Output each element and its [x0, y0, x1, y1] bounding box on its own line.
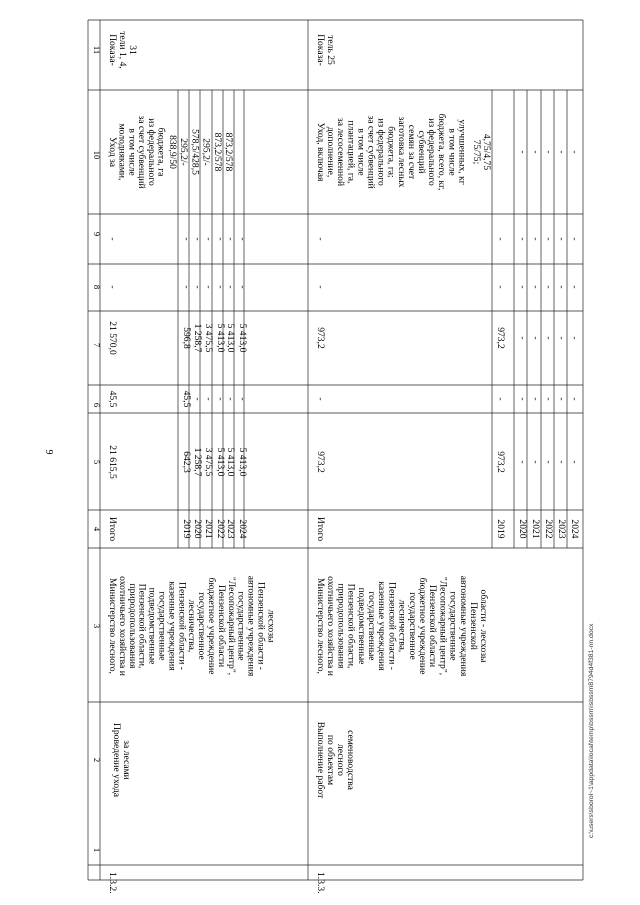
cell-text: Выполнение работ: [315, 721, 326, 799]
cell-text: 873,2/578: [223, 132, 234, 172]
cell-text: автономные учреждения: [245, 575, 257, 677]
cell-text: семян за счет: [405, 124, 417, 180]
cell-text: 2022: [543, 519, 554, 539]
indicator-cell: [315, 114, 467, 191]
cell-text: -: [203, 397, 214, 401]
cell-text: государственные: [235, 591, 247, 661]
cell-text: лесного: [335, 744, 346, 776]
cell-text: Уход, включая: [315, 122, 326, 182]
cell-text: 2024: [569, 519, 580, 539]
page-number: 9: [43, 449, 54, 455]
cell-text: -: [543, 237, 554, 241]
cell-text: Пензенской: [468, 602, 479, 650]
cell-text: по объектам: [325, 734, 336, 786]
row-number: 1.3.3.: [315, 872, 326, 894]
cell-text: 2022: [215, 519, 226, 539]
indicator-values-cell: [471, 134, 580, 170]
cell-text: 75/75;: [471, 139, 482, 165]
cell-text: -: [569, 460, 580, 464]
cell-text: Показа-: [107, 34, 118, 66]
cell-text: 578,5/428,5: [189, 129, 201, 175]
amount-regional-cell: [315, 327, 580, 349]
cell-text: -: [215, 285, 226, 289]
cell-text: -: [495, 397, 506, 401]
cell-text: Показа-: [315, 34, 326, 66]
cell-text: 873,2/578: [211, 132, 223, 172]
cell-text: -: [215, 397, 226, 401]
years-cell: [107, 517, 248, 541]
cell-text: государственные: [447, 591, 459, 661]
amount-federal-cell: [315, 397, 580, 400]
cell-text: -: [556, 397, 567, 401]
cell-text: Пензенской области,: [345, 583, 357, 669]
cell-text: 45,5: [181, 390, 192, 408]
cell-text: -: [556, 460, 567, 464]
cell-text: -: [215, 237, 226, 241]
header-col-2: 2: [92, 757, 102, 763]
cell-text: -: [530, 336, 541, 340]
cell-text: улучшенных, кг: [456, 119, 468, 185]
cell-text: 295,2/-: [178, 138, 190, 166]
cell-text: -: [530, 285, 541, 289]
cell-text: 2021: [530, 519, 541, 539]
cell-text: -: [495, 237, 506, 241]
cell-text: молодняками,: [116, 123, 128, 181]
cell-text: -: [181, 237, 192, 241]
cell-text: Итого: [315, 516, 326, 542]
cell-text: 3 475,5: [203, 447, 214, 477]
cell-text: -: [530, 460, 541, 464]
cell-text: -: [543, 336, 554, 340]
cell-text: Итого: [107, 516, 118, 542]
cell-text: Пензенской области -: [255, 582, 267, 670]
cell-text: 2021: [203, 519, 214, 539]
cell-text: государственные: [156, 591, 168, 661]
footer-file-path: c:\users\sborol~1\appdata\local\temp\bssm\isbssm8794d4f381-nn.docx: [588, 623, 595, 838]
table-row-1-3-2: [107, 31, 276, 893]
cell-text: 295,2/-: [200, 138, 212, 166]
cell-text: -: [556, 237, 567, 241]
cell-text: -: [517, 336, 528, 340]
cell-text: 2019: [495, 519, 506, 539]
activity-line: за лесами: [121, 740, 132, 780]
cell-text: -: [225, 237, 236, 241]
cell-text: 5 413,0: [237, 323, 248, 353]
amount-other-cell: [107, 237, 248, 240]
amount-local-cell: [315, 285, 580, 288]
cell-text: подведомственные: [355, 587, 367, 665]
cell-text: бюджетное учреждение: [417, 577, 428, 675]
cell-text: казенные учреждения: [376, 581, 388, 671]
cell-text: области - лесхозы: [478, 589, 490, 663]
cell-text: в том числе: [446, 128, 458, 176]
cell-text: "Лесопожарный центр",: [437, 576, 449, 676]
cell-text: тели 1, 4,: [117, 31, 128, 69]
cell-text: -: [530, 237, 541, 241]
cell-text: казенные учреждения: [166, 581, 178, 671]
cell-text: Пензенской области: [215, 584, 227, 668]
amount-other-cell: [315, 237, 580, 240]
cell-text: субвенций: [416, 130, 427, 174]
cell-text: 838,9/50: [167, 135, 178, 169]
amount-regional-cell: [107, 321, 248, 355]
cell-text: охотничьего хозяйства и: [116, 576, 128, 676]
cell-text: -: [517, 460, 528, 464]
cell-text: -: [203, 237, 214, 241]
cell-text: -: [192, 397, 203, 401]
cell-text: природопользования: [335, 583, 347, 669]
cell-text: -: [315, 397, 326, 401]
header-col-11: 11: [92, 45, 102, 55]
cell-text: лесхозы: [265, 609, 277, 643]
cell-text: "Лесопожарный центр",: [225, 576, 237, 676]
table-row-1-3-3: [315, 34, 580, 893]
amount-federal-cell: [107, 391, 248, 408]
cell-text: 45,5: [107, 390, 118, 408]
cell-text: Пензенской области: [427, 584, 439, 668]
header-col-8: 8: [92, 284, 102, 290]
cell-text: 4,75/4,75: [481, 133, 492, 171]
cell-text: -: [237, 237, 248, 241]
cell-text: 973,2: [495, 451, 506, 473]
cell-text: 5 413,0: [215, 323, 226, 353]
header-col-6: 6: [92, 402, 102, 408]
cell-text: плантацией, га,: [345, 120, 357, 184]
cell-text: охотничьего хозяйства и: [325, 576, 337, 676]
cell-text: 5 413,0: [237, 447, 248, 477]
executor-cell: [107, 576, 276, 677]
cell-text: бюджетное учреждение: [206, 577, 217, 675]
cell-text: -: [543, 397, 554, 401]
cell-text: -: [569, 336, 580, 340]
cell-text: -: [107, 285, 118, 289]
cell-text: -: [495, 285, 506, 289]
cell-text: Пензенской области -: [386, 582, 398, 670]
cell-text: 2024: [237, 519, 248, 539]
cell-text: из федерального: [145, 118, 157, 186]
cell-text: государственные: [366, 591, 377, 661]
cell-text: Министерство лесного,: [107, 578, 118, 674]
cell-text: автономные учреждения: [457, 575, 469, 677]
cell-text: -: [517, 150, 528, 154]
cell-text: бюджета, га: [155, 127, 167, 177]
cell-text: 3 475,5: [203, 323, 214, 353]
cell-text: 1 258,7: [192, 447, 203, 477]
indicator-ref-cell: [107, 31, 138, 69]
cell-text: бюджета, га;: [385, 126, 397, 178]
cell-text: за лесосеменной: [335, 117, 347, 187]
cell-text: -: [192, 285, 203, 289]
cell-text: -: [517, 397, 528, 401]
cell-text: -: [530, 150, 541, 154]
cell-text: 973,2: [315, 327, 326, 349]
activity-line: Проведение ухода: [111, 722, 122, 798]
cell-text: 1 258,7: [192, 323, 203, 353]
cell-text: 21 615,5: [107, 445, 118, 479]
cell-text: 2020: [192, 519, 203, 539]
activity-cell: [315, 722, 356, 799]
header-col-5: 5: [92, 459, 102, 465]
cell-text: 5 413,0: [225, 323, 236, 353]
cell-text: -: [517, 285, 528, 289]
amount-total-cell: [107, 445, 248, 479]
cell-text: 21 570,0: [107, 321, 118, 355]
cell-text: -: [181, 285, 192, 289]
indicator-values-cell: [167, 129, 234, 175]
cell-text: -: [517, 237, 528, 241]
header-col-1: 1: [92, 847, 102, 853]
cell-text: в том числе: [126, 128, 138, 176]
cell-text: -: [315, 285, 326, 289]
cell-text: -: [543, 460, 554, 464]
cell-text: за счет субвенций: [136, 115, 148, 189]
cell-text: в том числе: [355, 128, 367, 176]
cell-text: дополнение,: [325, 126, 337, 178]
cell-text: 973,2: [315, 451, 326, 473]
cell-text: -: [225, 397, 236, 401]
cell-text: 5 413,0: [225, 447, 236, 477]
cell-text: лесничества,: [396, 599, 408, 653]
cell-text: Министерство лесного,: [315, 578, 326, 674]
cell-text: 2023: [225, 519, 236, 539]
header-row: [92, 46, 102, 852]
cell-text: лесничества,: [186, 599, 198, 653]
cell-text: семеноводства: [345, 730, 356, 790]
cell-text: -: [225, 285, 236, 289]
cell-text: -: [556, 336, 567, 340]
cell-text: -: [556, 150, 567, 154]
cell-text: за счет субвенций: [365, 115, 377, 189]
cell-text: подведомственные: [146, 587, 158, 665]
cell-text: -: [237, 397, 248, 401]
cell-text: -: [237, 285, 248, 289]
header-col-7: 7: [92, 342, 102, 348]
cell-text: Уход за: [107, 136, 118, 168]
header-col-3: 3: [92, 623, 102, 629]
cell-text: из федерального: [426, 118, 438, 186]
cell-text: из федерального: [375, 118, 387, 186]
cell-text: 31: [127, 45, 138, 55]
amount-total-cell: [315, 451, 580, 473]
cell-text: 5 413,0: [215, 447, 226, 477]
cell-text: -: [192, 237, 203, 241]
amount-local-cell: [107, 285, 248, 288]
cell-text: бюджета, всего, кг,: [436, 113, 448, 191]
cell-text: Пензенской области -: [176, 582, 188, 670]
cell-text: -: [569, 150, 580, 154]
row-number: 1.3.2.: [107, 872, 118, 894]
indicator-cell: [107, 115, 167, 188]
cell-text: природопользования: [126, 583, 138, 669]
header-col-9: 9: [92, 231, 102, 237]
cell-text: 642,3: [181, 451, 192, 473]
header-col-10: 10: [92, 150, 102, 160]
cell-text: тель 25: [325, 35, 336, 65]
cell-text: государственное: [406, 592, 418, 660]
cell-text: 973,2: [495, 327, 506, 349]
cell-text: -: [556, 285, 567, 289]
cell-text: -: [107, 237, 118, 241]
cell-text: -: [569, 285, 580, 289]
cell-text: -: [543, 150, 554, 154]
cell-text: заготовка лесных: [395, 116, 407, 188]
cell-text: 2023: [556, 519, 567, 539]
cell-text: государственное: [196, 592, 208, 660]
years-cell: [315, 517, 580, 541]
cell-text: -: [315, 237, 326, 241]
cell-text: -: [203, 285, 214, 289]
activity-cell: [111, 723, 132, 798]
cell-text: -: [569, 237, 580, 241]
cell-text: 2019: [181, 519, 192, 539]
cell-text: 2020: [517, 519, 528, 539]
executor-cell: [315, 576, 489, 677]
cell-text: -: [569, 397, 580, 401]
indicator-ref-cell: [315, 34, 336, 66]
cell-text: -: [543, 285, 554, 289]
cell-text: 596,8: [181, 327, 192, 349]
header-col-4: 4: [92, 526, 102, 532]
cell-text: Пензенской области,: [136, 583, 148, 669]
cell-text: -: [530, 397, 541, 401]
